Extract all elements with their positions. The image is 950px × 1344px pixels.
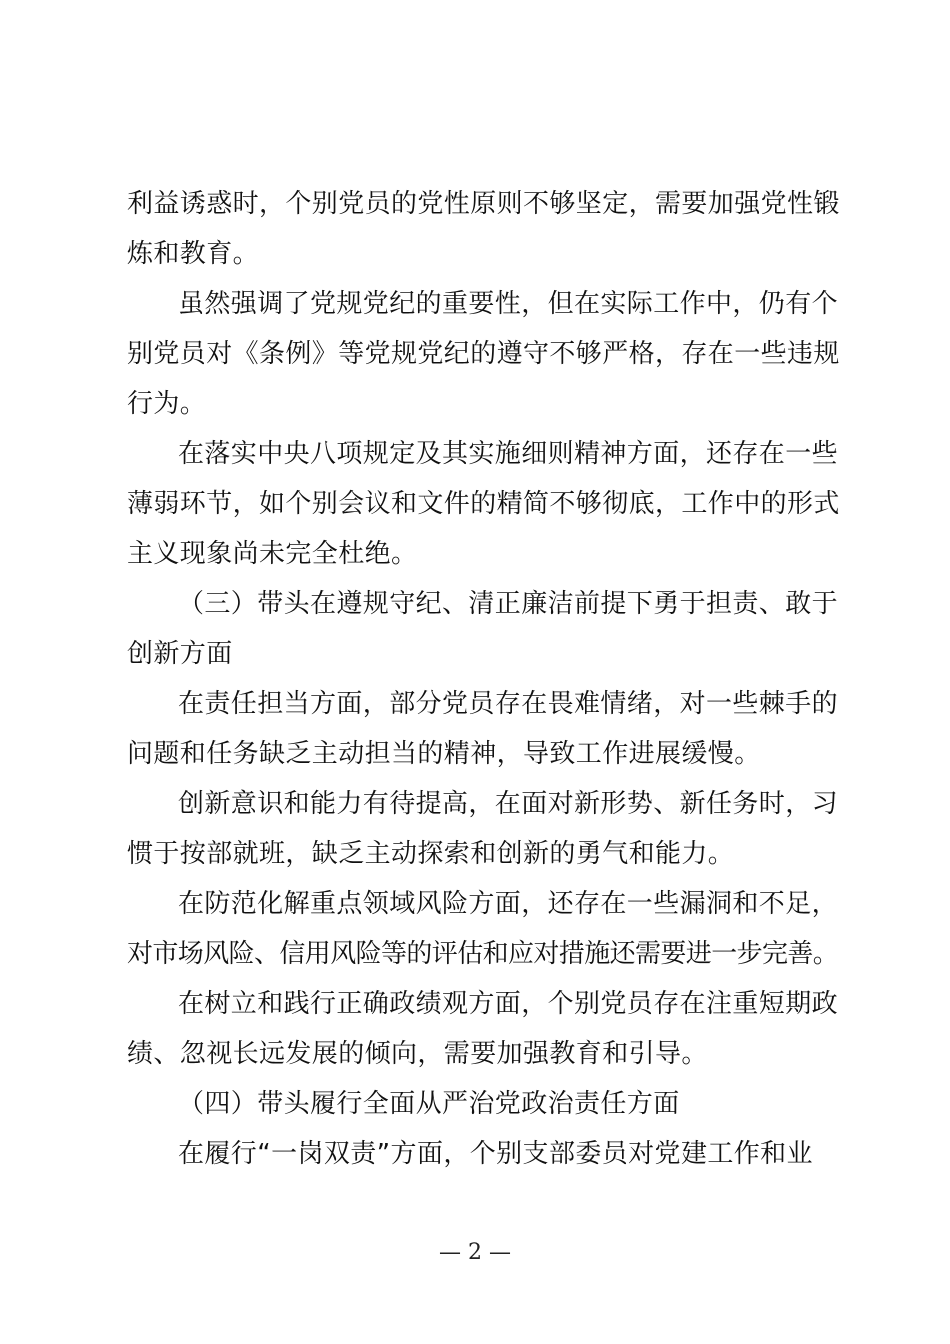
text-line: 别党员对《条例》等党规党纪的遵守不够严格，存在一些违规 <box>127 339 840 369</box>
text-line: 问题和任务缺乏主动担当的精神，导致工作进展缓慢。 <box>127 739 761 769</box>
text-line: 在履行“一岗双责”方面，个别支部委员对党建工作和业 <box>178 1139 813 1169</box>
section-heading: （三）带头在遵规守纪、清正廉洁前提下勇于担责、敢于 <box>178 589 839 619</box>
text-line: 虽然强调了党规党纪的重要性，但在实际工作中，仍有个 <box>178 289 839 319</box>
section-heading: 创新方面 <box>127 639 233 669</box>
text-line: 炼和教育。 <box>127 239 260 269</box>
text-line: 在树立和践行正确政绩观方面，个别党员存在注重短期政 <box>178 989 839 1019</box>
text-line: 绩、忽视长远发展的倾向，需要加强教育和引导。 <box>127 1039 708 1069</box>
text-line: 薄弱环节，如个别会议和文件的精简不够彻底，工作中的形式 <box>127 489 840 519</box>
text-line: 在防范化解重点领域风险方面，还存在一些漏洞和不足， <box>178 889 839 919</box>
text-line: 在责任担当方面，部分党员存在畏难情绪，对一些棘手的 <box>178 689 839 719</box>
text-line: 惯于按部就班，缺乏主动探索和创新的勇气和能力。 <box>127 839 735 869</box>
page-number: — 2 — <box>439 1240 511 1265</box>
text-line: 创新意识和能力有待提高，在面对新形势、新任务时，习 <box>178 789 839 819</box>
text-line: 在落实中央八项规定及其实施细则精神方面，还存在一些 <box>178 439 839 469</box>
section-heading: （四）带头履行全面从严治党政治责任方面 <box>178 1089 680 1119</box>
text-line: 对市场风险、信用风险等的评估和应对措施还需要进一步完善。 <box>127 939 839 969</box>
text-line: 主义现象尚未完全杜绝。 <box>127 539 418 569</box>
text-line: 利益诱惑时，个别党员的党性原则不够坚定，需要加强党性锻 <box>127 189 840 219</box>
text-line: 行为。 <box>127 389 207 419</box>
